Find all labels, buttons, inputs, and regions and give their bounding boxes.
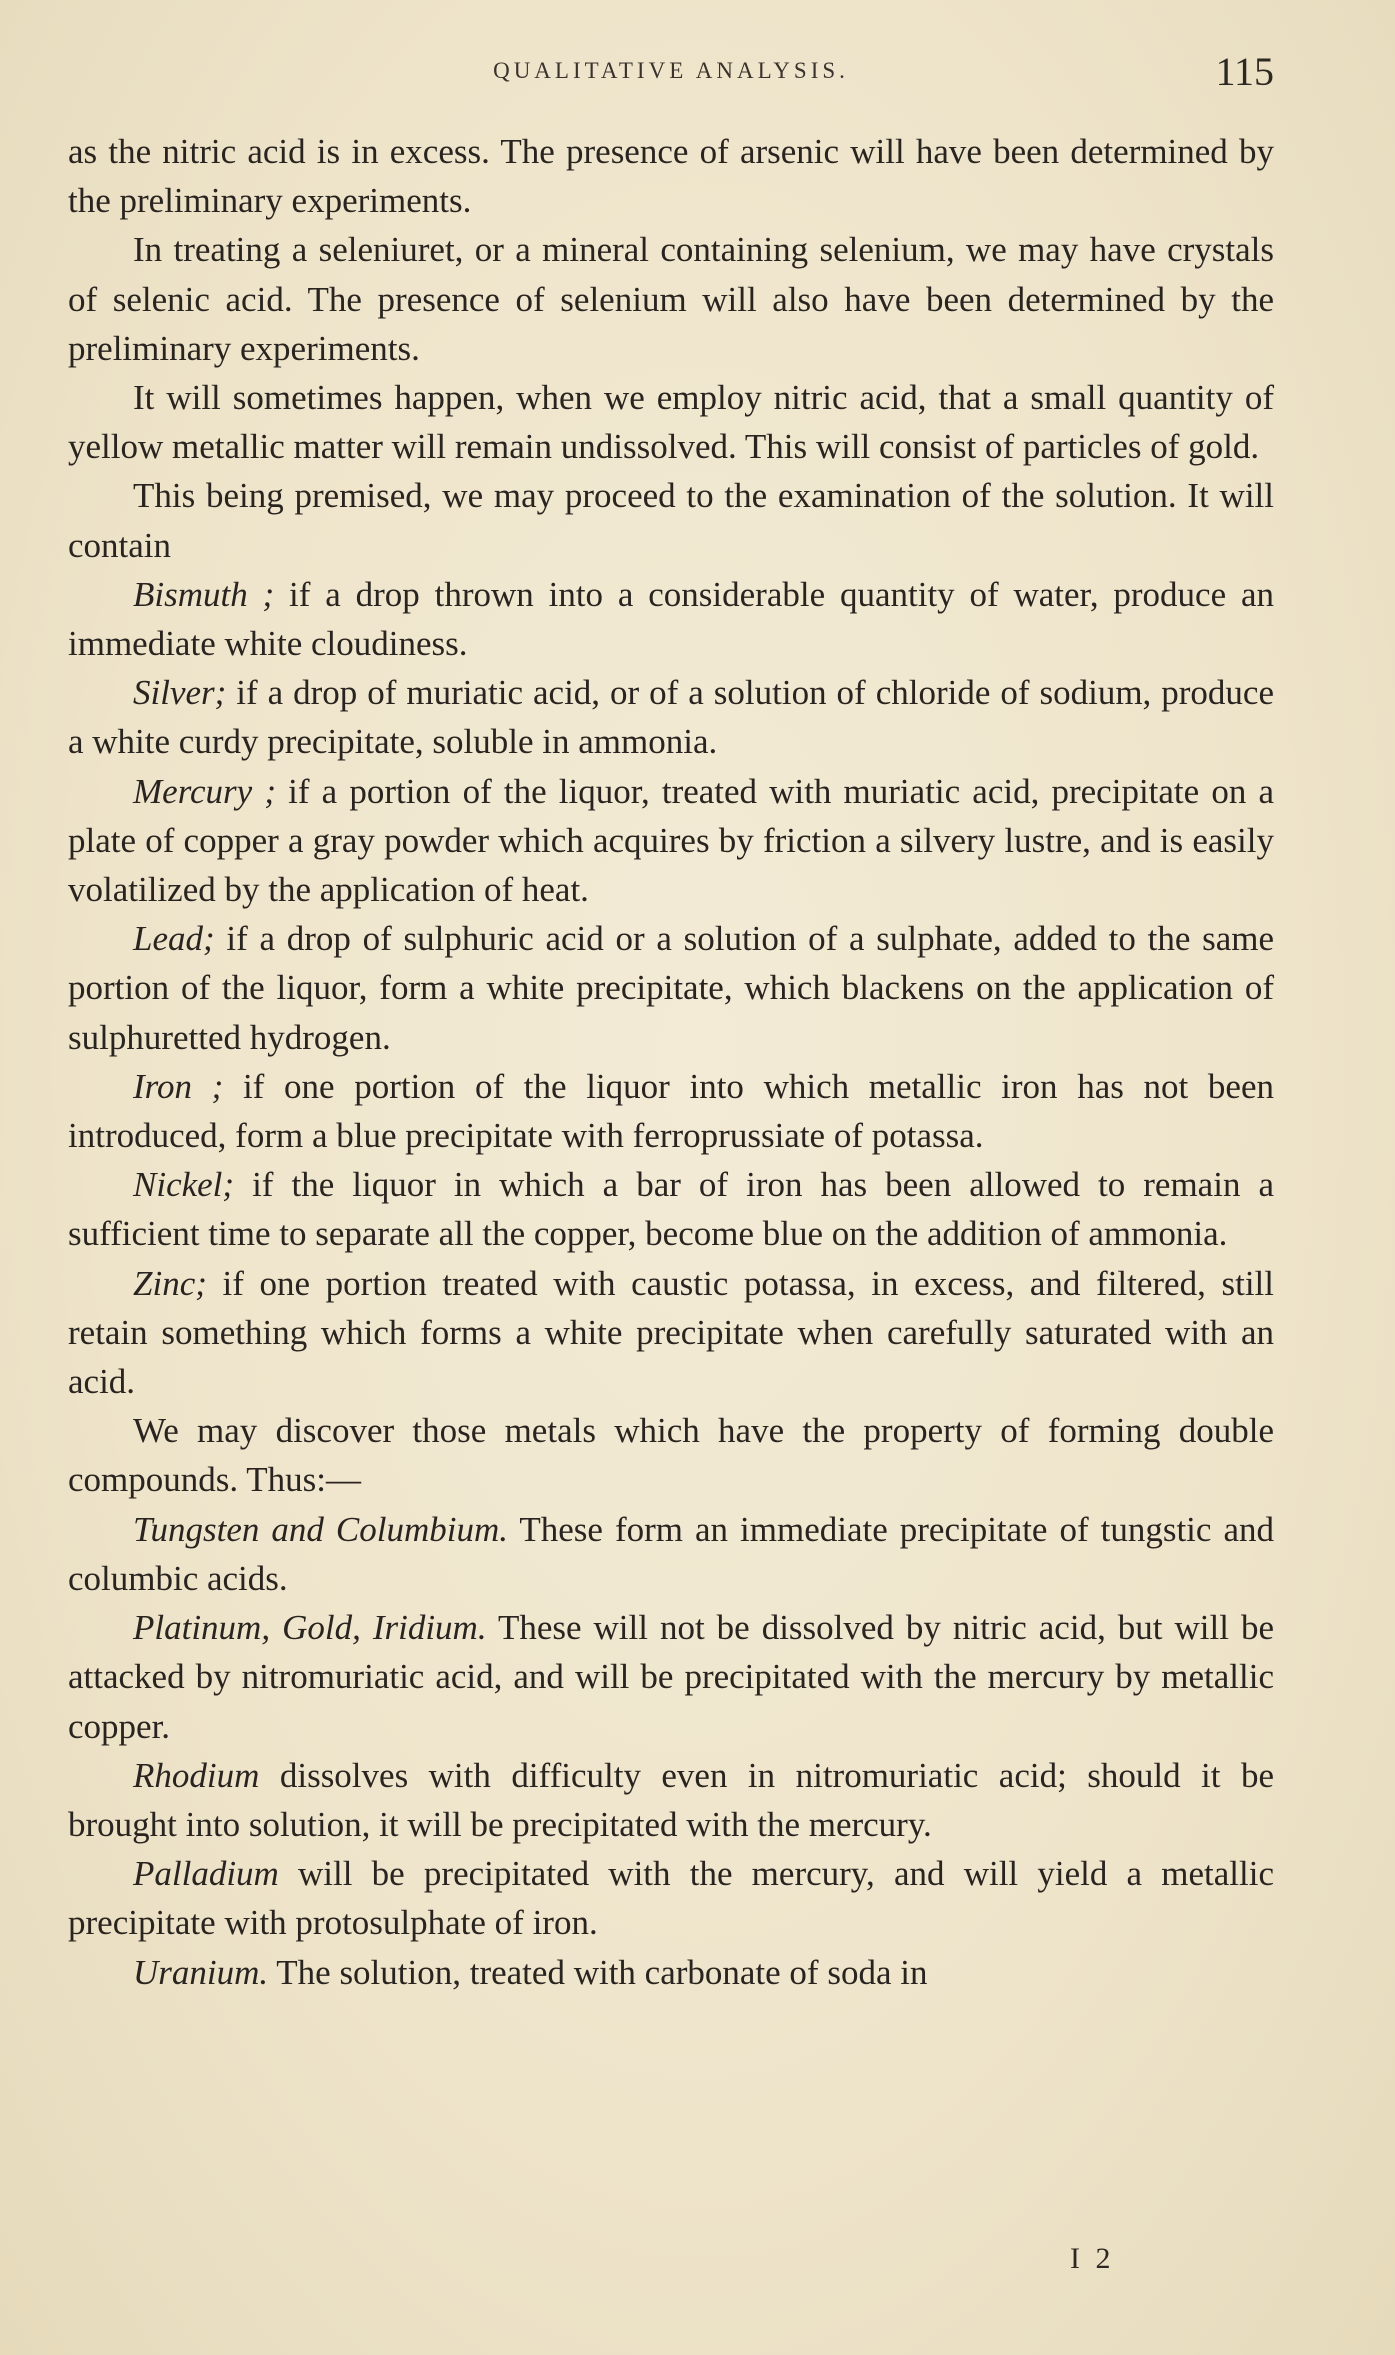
paragraph-text: if a drop of sulphuric acid or a solution of a sulphate, added to the same portion of the liquor, form a white precipitate, which blackens on the application of sulphuretted hydrogen. [68, 919, 1274, 1057]
paragraph-lead: Platinum, Gold, Iridium. [133, 1608, 487, 1648]
signature-mark: I 2 [1070, 2242, 1115, 2275]
paragraph-text: These will not be dissolved by nitric acid, but will be attacked by nitromuriatic acid, and will be precipitated with the mercury by metallic copper. [68, 1608, 1275, 1746]
paragraph-lead: Palladium [133, 1854, 279, 1894]
paragraph-text: if one portion treated with caustic potassa, in excess, and filtered, still retain something which forms a white precipitate when carefully saturated with an acid. [68, 1263, 1274, 1402]
running-head [68, 48, 1274, 98]
paragraph-text: if a drop of muriatic acid, or of a solution of chloride of sodium, produce a white curdy precipitate, soluble in ammonia. [68, 673, 1274, 762]
paragraph-text: It will sometimes happen, when we employ nitric acid, that a small quantity of yellow metallic matter will remain undissolved. This will consist of particles of gold. [68, 378, 1274, 467]
paragraph-text: will be precipitated with the mercury, and will yield a metallic precipitate with protosulphate of iron. [68, 1854, 1274, 1943]
paragraph-lead: Rhodium [133, 1755, 260, 1795]
paragraph [68, 1160, 1274, 1258]
paragraph [68, 225, 1274, 373]
paragraph [68, 1948, 1274, 1997]
paragraph-lead: Bismuth ; [133, 574, 275, 614]
paragraph [68, 1259, 1274, 1407]
paragraph [68, 127, 1274, 225]
paragraph [68, 1062, 1274, 1160]
paragraph-lead: Uranium. [133, 1952, 269, 1992]
paragraph-text: if one portion of the liquor into which metallic iron has not been introduced, form a blue precipitate with ferroprussiate of potassa. [68, 1066, 1274, 1156]
paragraph [68, 914, 1274, 1062]
paragraph [68, 1406, 1274, 1504]
paragraph-text: if a drop thrown into a considerable quantity of water, produce an immediate white cloudiness. [68, 574, 1274, 664]
paragraph [68, 1849, 1274, 1947]
paragraph-text: if a portion of the liquor, treated with muriatic acid, precipitate on a plate of copper a gray powder which acquires by friction a silvery lustre, and is easily volatilized by the application of heat. [68, 771, 1274, 910]
paragraph [68, 570, 1274, 668]
paragraph-text: if the liquor in which a bar of iron has been allowed to remain a sufficient time to separate all the copper, become blue on the addition of ammonia. [68, 1165, 1274, 1254]
paragraph-text: The solution, treated with carbonate of soda in [268, 1952, 928, 1992]
paragraph-text: These form an immediate precipitate of tungstic and columbic acids. [68, 1509, 1274, 1598]
paragraph-lead: Zinc; [133, 1263, 207, 1303]
body-text [68, 127, 1274, 1997]
running-title: QUALITATIVE ANALYSIS. [493, 58, 849, 83]
page-number: 115 [1215, 49, 1274, 94]
paragraph-text: dissolves with difficulty even in nitromuriatic acid; should it be brought into solution, it will be precipitated with the mercury. [68, 1755, 1274, 1844]
paragraph-text: as the nitric acid is in excess. The presence of arsenic will have been determined by the preliminary experiments. [68, 132, 1274, 221]
paragraph [68, 471, 1274, 569]
paragraph-text: In treating a seleniuret, or a mineral containing selenium, we may have crystals of selenic acid. The presence of selenium will also have been determined by the preliminary experiments. [68, 230, 1274, 368]
paragraph [68, 1603, 1274, 1751]
paragraph-lead: Tungsten and Columbium. [133, 1509, 509, 1549]
paragraph-text: This being premised, we may proceed to the examination of the solution. It will contain [68, 476, 1274, 565]
paragraph [68, 668, 1274, 766]
paragraph [68, 1751, 1274, 1849]
paragraph [68, 1505, 1274, 1603]
paragraph-lead: Lead; [133, 919, 215, 959]
paragraph-lead: Iron ; [133, 1066, 224, 1106]
paragraph-lead: Nickel; [133, 1165, 235, 1205]
paragraph [68, 373, 1274, 471]
paragraph-lead: Mercury ; [133, 771, 276, 811]
paragraph [68, 767, 1274, 915]
paragraph-text: We may discover those metals which have the property of forming double compounds. Thus:— [68, 1411, 1274, 1500]
paragraph-lead: Silver; [133, 673, 227, 713]
